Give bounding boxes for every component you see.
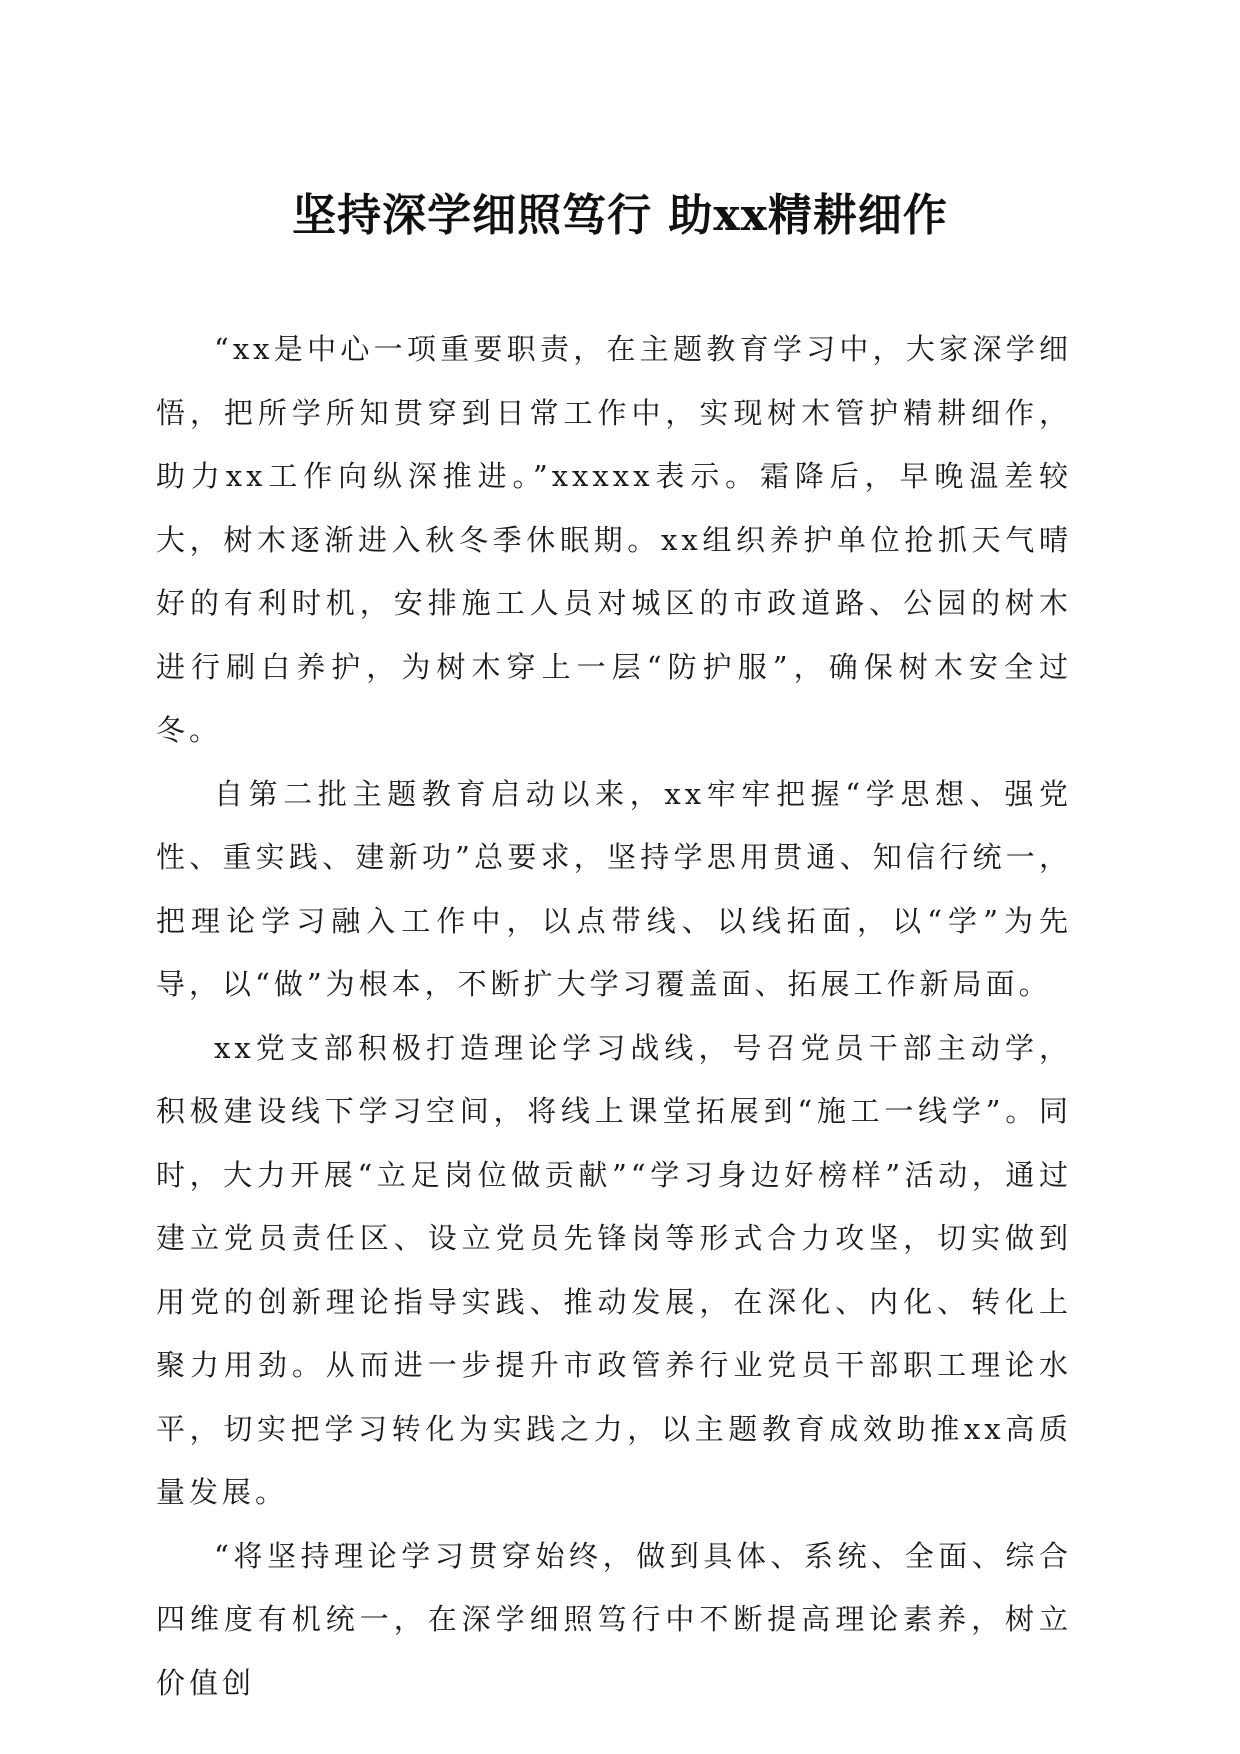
paragraph: “xx是中心一项重要职责，在主题教育学习中，大家深学细悟，把所学所知贯穿到日常工作中，实现树木管护精耕细作，助力xx工作向纵深推进。”xxxxx表示。霜降后，早晚温差较大，树木逐渐进入秋冬季休眠期。xx组织养护单位抢抓天气晴好的有利时机，安排施工人员对城区的市政道路、公园的树木进行刷白养护，为树木穿上一层“防护服”，确保树木安全过冬。 [156, 332, 1072, 747]
paragraph: 自第二批主题教育启动以来，xx牢牢把握“学思想、强党性、重实践、建新功”总要求，坚持学思用贯通、知信行统一，把理论学习融入工作中，以点带线、以线拓面，以“学”为先导，以“做”为根本，不断扩大学习覆盖面、拓展工作新局面。 [156, 776, 1072, 1001]
paragraph: “将坚持理论学习贯穿始终，做到具体、系统、全面、综合四维度有机统一，在深学细照笃行中不断提高理论素养，树立价值创 [156, 1538, 1072, 1700]
document-body [156, 318, 1072, 1715]
paragraph: xx党支部积极打造理论学习战线，号召党员干部主动学，积极建设线下学习空间，将线上课堂拓展到“施工一线学”。同时，大力开展“立足岗位做贡献”“学习身边好榜样”活动，通过建立党员责任区、设立党员先锋岗等形式合力攻坚，切实做到用党的创新理论指导实践、推动发展，在深化、内化、转化上聚力用劲。从而进一步提升市政管养行业党员干部职工理论水平，切实把学习转化为实践之力，以主题教育成效助推xx高质量发展。 [156, 1030, 1072, 1509]
document-title: 坚持深学细照笃行 助xx精耕细作 [292, 190, 948, 241]
